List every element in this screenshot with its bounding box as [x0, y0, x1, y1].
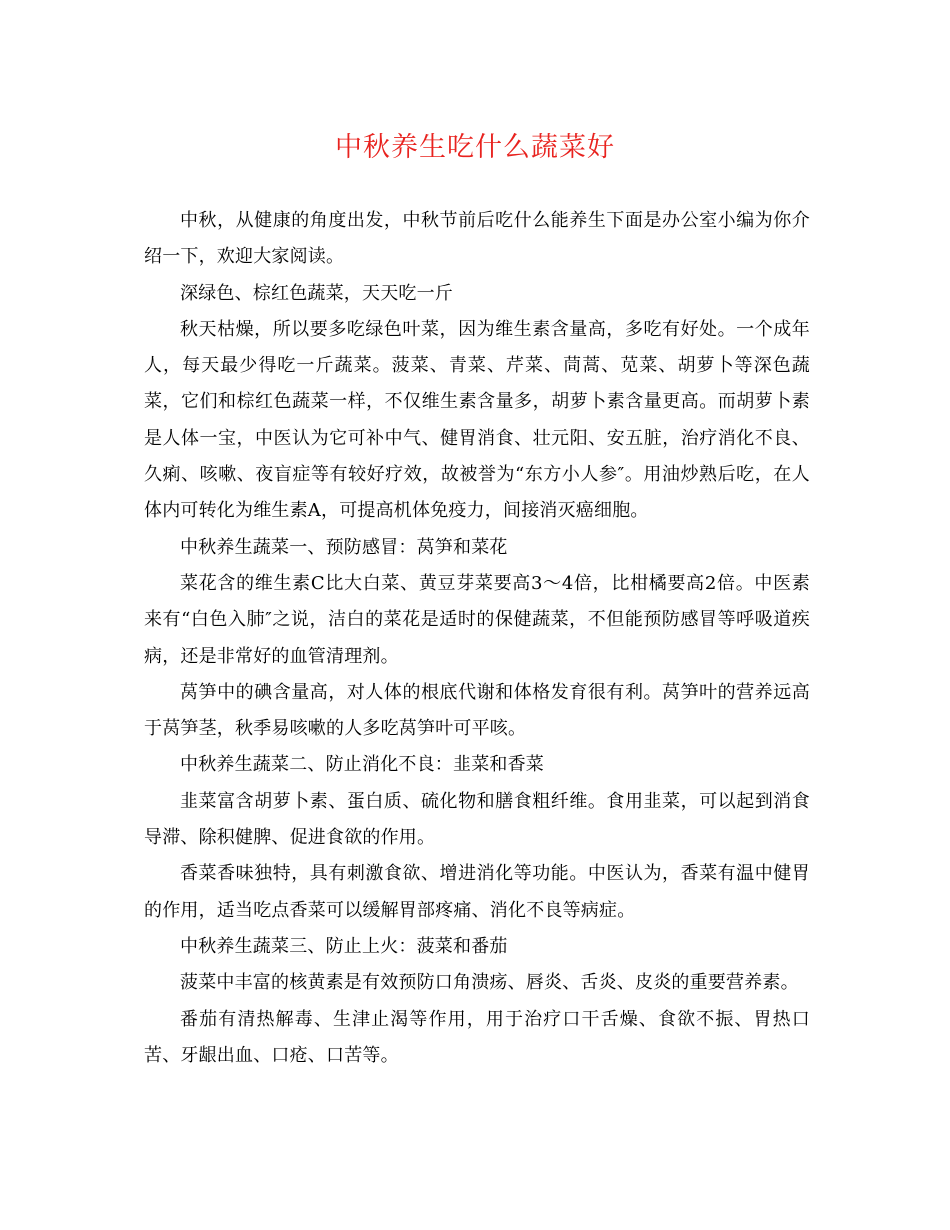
section-heading-digestion: 中秋养生蔬菜二、防止消化不良：韭菜和香菜 [180, 754, 544, 776]
paragraph-lettuce: 莴笋中的碘含量高，对人体的根底代谢和体格发育很有利。莴笋叶的营养远高于莴笋茎，秋季易咳嗽的人多吃莴笋叶可平咳。 [144, 681, 810, 740]
paragraph-cauliflower: 菜花含的维生素C比大白菜、黄豆芽菜要高3～4倍，比柑橘要高2倍。中医素来有“白色入肺″之说，洁白的菜花是适时的保健蔬菜，不但能预防感冒等呼吸道疾病，还是非常好的血管清理剂。 [144, 572, 810, 667]
section-heading-dark-vegetables: 深绿色、棕红色蔬菜，天天吃一斤 [180, 282, 453, 304]
paragraph-dark-vegetables: 秋天枯燥，所以要多吃绿色叶菜，因为维生素含量高，多吃有好处。一个成年人，每天最少得吃一斤蔬菜。菠菜、青菜、芹菜、茼蒿、苋菜、胡萝卜等深色蔬菜，它们和棕红色蔬菜一样，不仅维生素含量多，胡萝卜素含量更高。而胡萝卜素是人体一宝，中医认为它可补中气、健胃消食、壮元阳、安五脏，治疗消化不良、久痢、咳嗽、夜盲症等有较好疗效，故被誉为“东方小人参″。用油炒熟后吃，在人体内可转化为维生素A，可提高机体免疫力，间接消灭癌细胞。 [144, 318, 810, 522]
document-title: 中秋养生吃什么蔬菜好 [335, 132, 615, 163]
section-heading-cold-prevention: 中秋养生蔬菜一、预防感冒：莴笋和菜花 [180, 536, 508, 558]
paragraph-tomato: 番茄有清热解毒、生津止渴等作用，用于治疗口干舌燥、食欲不振、胃热口苦、牙龈出血、口疮、口苦等。 [144, 1008, 810, 1066]
paragraph-coriander: 香菜香味独特，具有刺激食欲、增进消化等功能。中医认为，香菜有温中健胃的作用，适当吃点香菜可以缓解胃部疼痛、消化不良等病症。 [144, 863, 810, 921]
paragraph-spinach: 菠菜中丰富的核黄素是有效预防口角溃疡、唇炎、舌炎、皮炎的重要营养素。 [180, 972, 799, 994]
section-heading-internal-heat: 中秋养生蔬菜三、防止上火：菠菜和番茄 [180, 935, 508, 957]
document-body [144, 203, 810, 1074]
paragraph-intro: 中秋，从健康的角度出发，中秋节前后吃什么能养生下面是办公室小编为你介绍一下，欢迎大家阅读。 [144, 210, 810, 268]
paragraph-leek: 韭菜富含胡萝卜素、蛋白质、硫化物和膳食粗纤维。食用韭菜，可以起到消食导滞、除积健脾、促进食欲的作用。 [144, 790, 810, 849]
